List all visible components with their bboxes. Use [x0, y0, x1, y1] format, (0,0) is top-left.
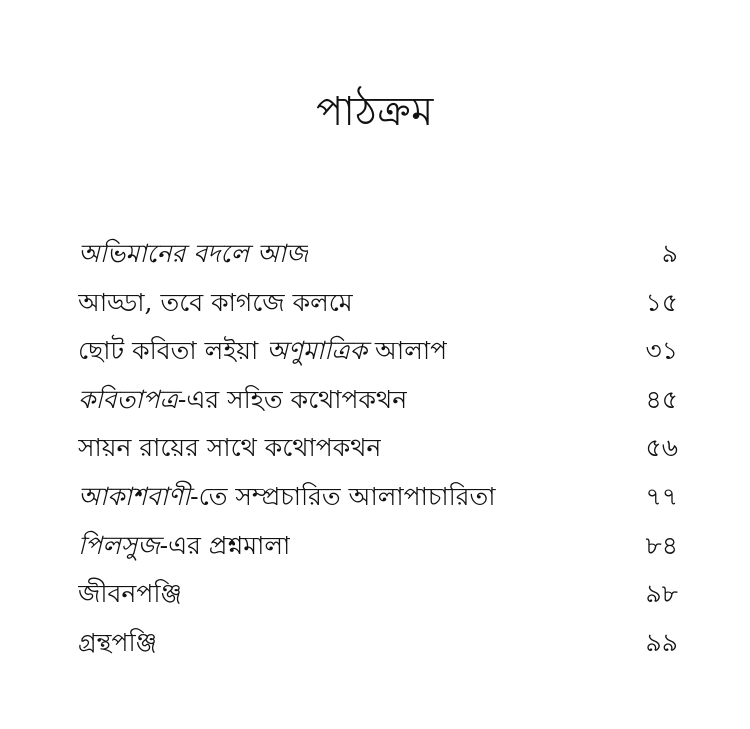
toc-title-text: জীবনপঞ্জি: [78, 579, 182, 609]
toc-title-8: [78, 570, 182, 618]
toc-row-5: [78, 424, 678, 473]
toc-page-number: ৫৬: [645, 433, 678, 463]
toc-title-2: [78, 279, 353, 327]
toc-title-emphasis: অণুমাত্রিক: [266, 336, 368, 366]
toc-title-text: অভিমানের বদলে আজ: [78, 239, 309, 268]
toc-page-number: ৯: [661, 239, 678, 268]
toc-row-9: [78, 619, 678, 668]
toc-title-1: [78, 230, 308, 278]
toc-title-text: ছোট কবিতা লইয়া: [78, 336, 267, 366]
toc-row-8: [78, 570, 678, 619]
toc-row-6: [78, 473, 678, 522]
toc-title-3: [78, 327, 447, 375]
toc-page-number: ৯৯: [645, 627, 678, 657]
toc-page-number: ৩১: [645, 336, 678, 366]
toc-title-text: পিলসুজ: [78, 530, 160, 560]
toc-title-text: কবিতাপত্র: [78, 384, 178, 414]
toc-title-text: গ্রন্থপঞ্জি: [78, 627, 157, 657]
toc-title-suffix: -এর সহিত কথোপকথন: [177, 384, 408, 414]
toc-row-4: [78, 376, 678, 425]
toc-row-2: [78, 279, 678, 328]
toc-title-6: [78, 473, 496, 521]
toc-title-suffix: আলাপ: [367, 336, 448, 366]
toc-title-4: [78, 376, 407, 424]
toc-title-9: [78, 619, 157, 667]
toc-title-suffix: -এর প্রশ্নমালা: [159, 530, 291, 560]
toc-row-7: [78, 522, 678, 571]
toc-row-1: [78, 230, 678, 279]
toc-title-suffix: -তে সম্প্রচারিত আলাপাচারিতা: [190, 481, 496, 511]
toc-page-number: ৭৭: [645, 481, 678, 511]
toc-row-3: [78, 327, 678, 376]
toc-page-number: ৯৮: [645, 579, 678, 609]
toc-title-text: সায়ন রায়ের সাথে কথোপকথন: [78, 433, 382, 463]
table-of-contents: [78, 230, 678, 667]
page-title: পাঠক্রম: [316, 89, 434, 135]
toc-title-5: [78, 424, 381, 472]
toc-title-text: আড্ডা, তবে কাগজে কলমে: [78, 287, 353, 317]
toc-page-number: ১৫: [645, 287, 678, 317]
toc-title-7: [78, 522, 290, 570]
toc-title-text: আকাশবাণী: [78, 481, 191, 511]
toc-page-number: ৪৫: [645, 384, 678, 414]
toc-page-number: ৮৪: [645, 530, 678, 560]
